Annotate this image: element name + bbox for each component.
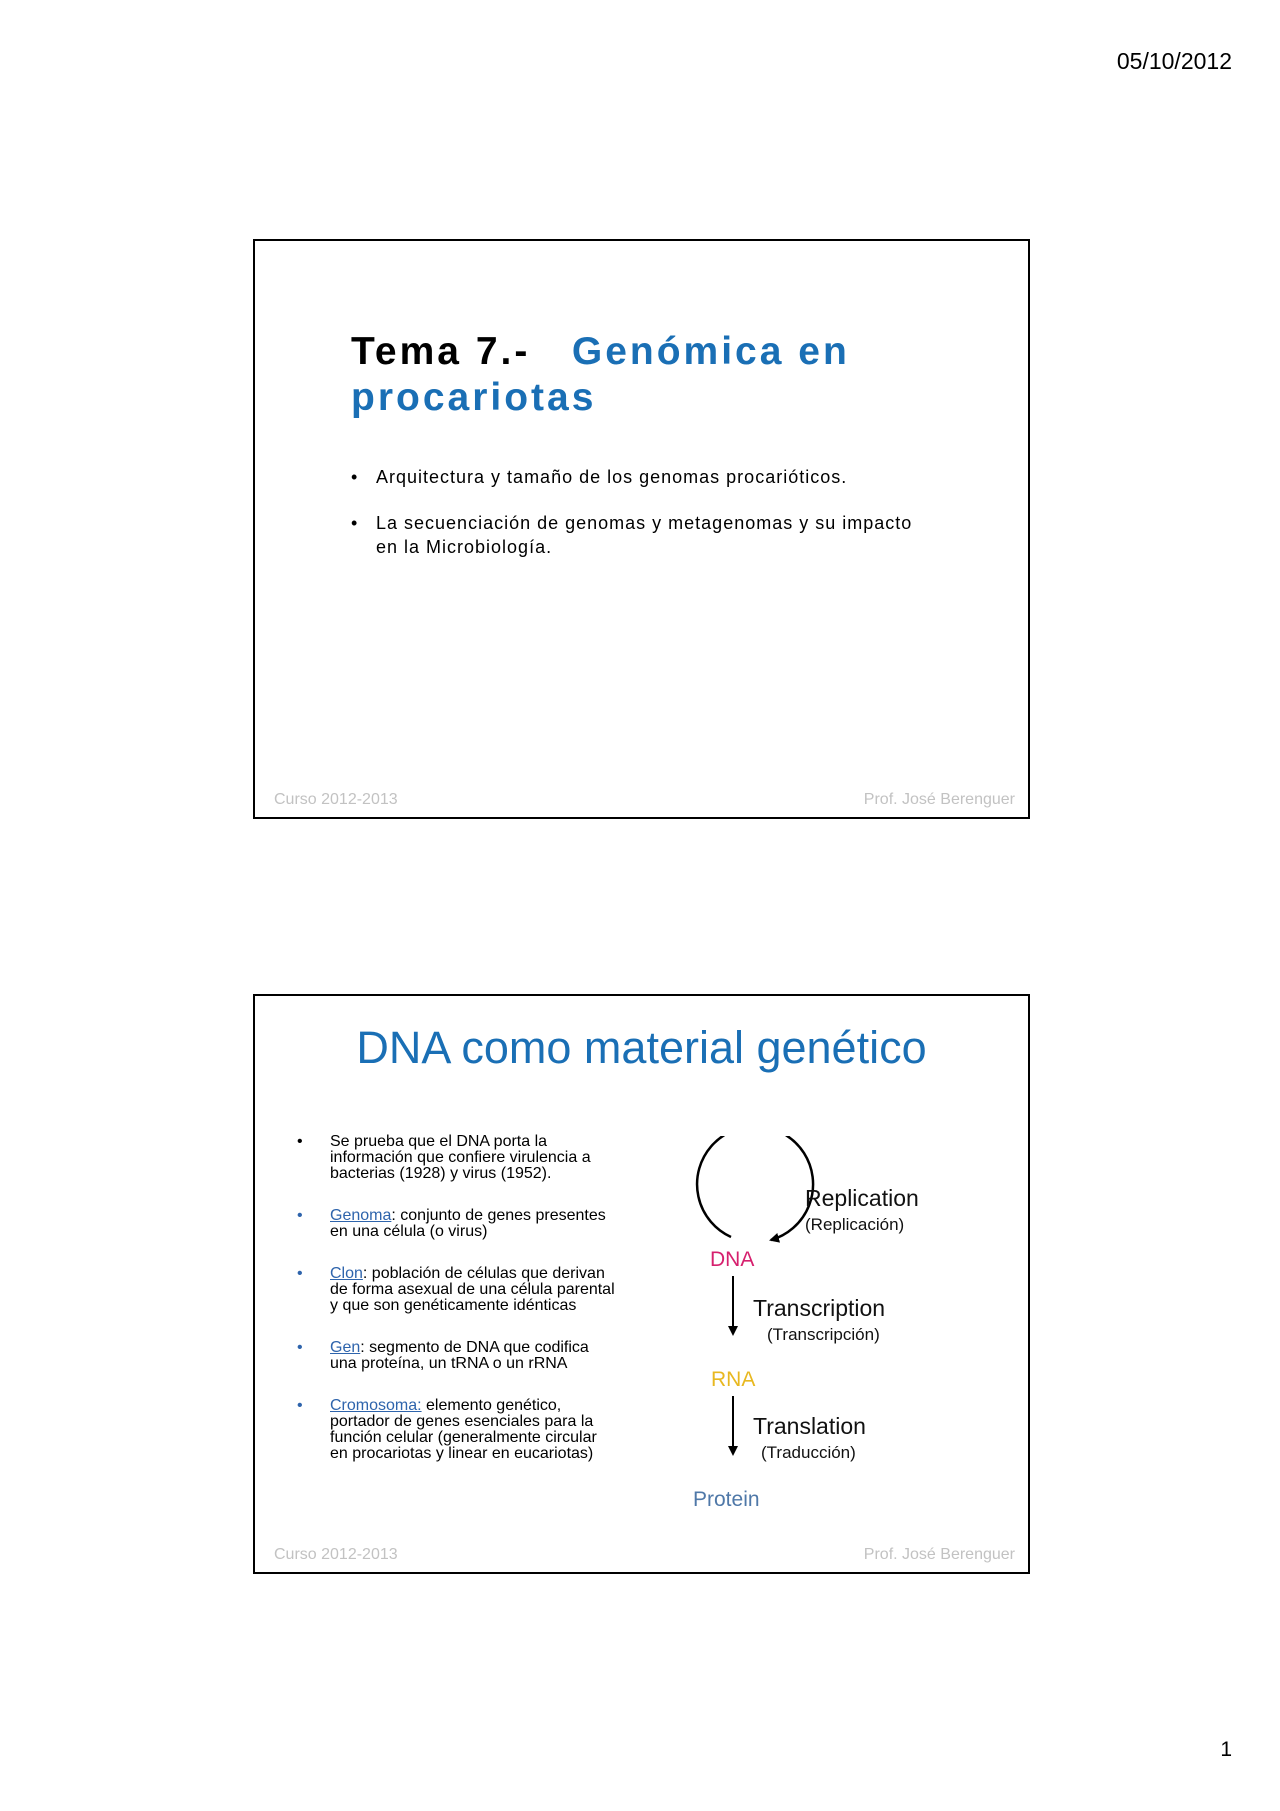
slide-2-title: DNA como material genético [356,1022,927,1073]
transcription-es-label: (Transcripción) [767,1325,880,1344]
slide-2-bullet-list [297,1134,617,1488]
central-dogma-diagram [675,1136,1015,1516]
replication-loop-arrow [697,1136,813,1240]
page-number: 1 [1220,1738,1232,1761]
slide-1-bullet-list [351,465,921,581]
rna-label: RNA [711,1368,756,1391]
term-genoma[interactable]: Genoma [330,1207,392,1224]
bullet-icon: • [297,1207,303,1224]
slide-2 [253,994,1030,1574]
translation-es-label: (Traducción) [761,1443,856,1462]
slide-1 [253,239,1030,819]
slide-footer-author: Prof. José Berenguer [863,1546,1015,1563]
list-item: • Cromosoma: elemento genético, portador de genes esenciales para la función celular (generalmente circular en procariotas y linear en eucariotas) [297,1397,597,1462]
list-item: • La secuenciación de genomas y metagenomas y su impacto en la Microbiología. [351,513,913,557]
replication-es-label: (Replicación) [805,1215,905,1234]
bullet-icon: • [297,1265,303,1282]
list-item: • Genoma: conjunto de genes presentes en una célula (o virus) [297,1207,606,1240]
translation-label: Translation [753,1413,866,1439]
slide-1-title [351,329,951,421]
dna-label: DNA [710,1248,755,1271]
title-prefix: Tema 7.- [351,330,531,373]
bullet-icon: • [297,1397,303,1414]
slide-footer-course: Curso 2012-2013 [274,791,398,808]
list-item: • Arquitectura y tamaño de los genomas procarióticos. [351,467,848,487]
term-cromosoma[interactable]: Cromosoma: [330,1397,422,1414]
slide-footer-course: Curso 2012-2013 [274,1546,398,1563]
list-item: • Clon: población de células que derivan de forma asexual de una célula parental y que son genéticamente idénticas [297,1265,615,1314]
list-item: • Se prueba que el DNA porta la información que confiere virulencia a bacterias (1928) y virus (1952). [297,1133,591,1182]
term-clon[interactable]: Clon [330,1265,363,1282]
bullet-icon: • [351,467,359,487]
term-gen[interactable]: Gen [330,1339,361,1356]
list-item: • Gen: segmento de DNA que codifica una proteína, un tRNA o un rRNA [297,1339,589,1372]
bullet-icon: • [297,1339,303,1356]
bullet-icon: • [297,1133,303,1150]
bullet-icon: • [351,513,359,533]
protein-label: Protein [693,1488,760,1511]
page-date: 05/10/2012 [1116,48,1232,74]
slide-footer-author: Prof. José Berenguer [863,791,1015,808]
title-main: Genómica en procariotas [351,330,850,419]
replication-label: Replication [805,1185,919,1211]
transcription-label: Transcription [753,1295,886,1321]
